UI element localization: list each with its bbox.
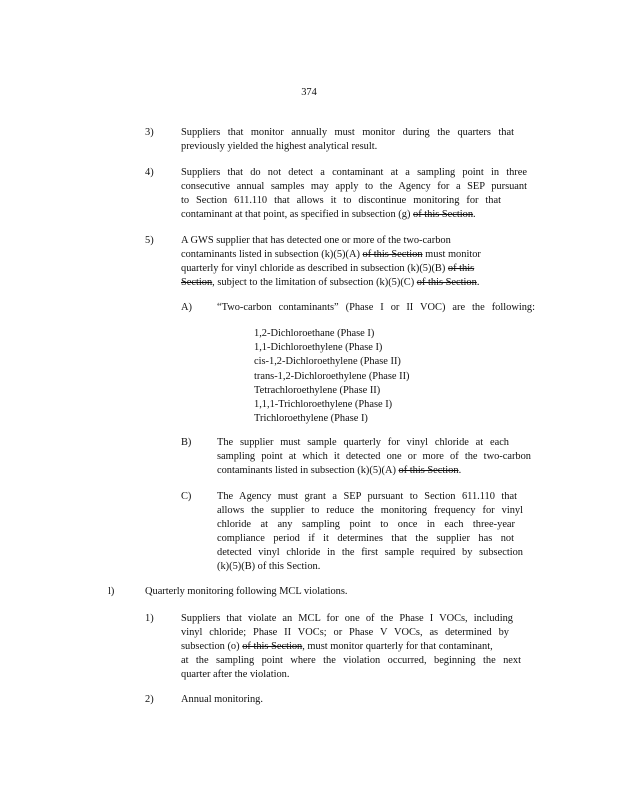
page-number: 374 bbox=[301, 87, 317, 98]
item-5-line-3-text: quarterly for vinyl chloride as described in subsection (k)(5)(B) bbox=[181, 263, 446, 274]
item-5-line-2-end: must monitor bbox=[425, 249, 481, 260]
item-5-line-4-text: , subject to the limitation of subsection (k)(5)(C) bbox=[212, 277, 415, 288]
list-item: Trichloroethylene (Phase I) bbox=[254, 413, 368, 425]
item-l1-line-1: Suppliers that violate an MCL for one of the Phase I VOCs, including bbox=[181, 613, 513, 624]
list-item: cis-1,2-Dichloroethylene (Phase II) bbox=[254, 356, 401, 368]
list-item: 1,1-Dichloroethylene (Phase I) bbox=[254, 342, 383, 354]
item-B-label: B) bbox=[181, 437, 192, 448]
item-5-text bbox=[181, 234, 533, 290]
item-B-line-1: The supplier must sample quarterly for vinyl chloride at each bbox=[217, 437, 509, 448]
item-5-line-4-end: . bbox=[476, 277, 480, 288]
item-5-label: 5) bbox=[145, 235, 154, 246]
item-l1-text bbox=[181, 612, 533, 682]
item-l2-text bbox=[181, 693, 381, 707]
item-C-line-3: chloride at any sampling point to once in each three-year bbox=[217, 519, 515, 530]
item-4-line-1: Suppliers that do not detect a contaminant at a sampling point in three bbox=[181, 167, 527, 178]
item-4-line-4-text: contaminant at that point, as specified in subsection (g) bbox=[181, 209, 411, 220]
item-l2-line-1: Annual monitoring. bbox=[181, 694, 263, 705]
item-3-label: 3) bbox=[145, 127, 154, 138]
item-C-line-5: detected vinyl chloride in the first sample required by subsection bbox=[217, 547, 523, 558]
item-3-line-2: previously yielded the highest analytical result. bbox=[181, 141, 378, 152]
item-3-line-1: Suppliers that monitor annually must monitor during the quarters that bbox=[181, 127, 514, 138]
item-4-line-4-end: . bbox=[473, 209, 476, 220]
item-B-line-3-text: contaminants listed in subsection (k)(5)(A) bbox=[217, 465, 396, 476]
item-4-line-4 bbox=[181, 208, 527, 222]
item-5-line-1: A GWS supplier that has detected one or more of the two-carbon bbox=[181, 235, 451, 246]
item-C-line-1: The Agency must grant a SEP pursuant to Section 611.110 that bbox=[217, 491, 517, 502]
item-l1-line-2: vinyl chloride; Phase II VOCs; or Phase V VOCs, as determined by bbox=[181, 627, 509, 638]
item-B-line-3-end: . bbox=[458, 465, 462, 476]
item-A-line-1: “Two-carbon contaminants” (Phase I or II VOC) are the following: bbox=[217, 302, 535, 313]
item-3-text bbox=[181, 126, 514, 154]
struck-text: of this Section bbox=[413, 209, 474, 220]
struck-text: of this bbox=[447, 263, 475, 274]
item-5-line-3 bbox=[181, 262, 533, 276]
item-l-line-1: Quarterly monitoring following MCL violations. bbox=[145, 586, 348, 597]
list-item: 1,2-Dichloroethane (Phase I) bbox=[254, 328, 375, 339]
item-l-text bbox=[145, 585, 385, 599]
item-C-line-2: allows the supplier to reduce the monitoring frequency for vinyl bbox=[217, 505, 523, 516]
item-C-line-4: compliance period if it determines that the supplier has not bbox=[217, 533, 514, 544]
item-5-line-2-text: contaminants listed in subsection (k)(5)(A) bbox=[181, 249, 360, 260]
item-l-label: l) bbox=[108, 586, 115, 597]
item-A-label: A) bbox=[181, 302, 192, 313]
item-5-line-4 bbox=[181, 276, 533, 290]
item-l2-label: 2) bbox=[145, 694, 154, 705]
item-A-text bbox=[217, 301, 535, 315]
item-4-label: 4) bbox=[145, 167, 154, 178]
item-B-line-3 bbox=[217, 464, 531, 478]
struck-text: Section bbox=[181, 277, 213, 288]
item-l1-line-4: at the sampling point where the violation occurred, beginning the next bbox=[181, 655, 521, 666]
item-5-line-2 bbox=[181, 248, 533, 262]
struck-text: of this Section bbox=[416, 277, 477, 288]
two-carbon-contaminant-list bbox=[254, 327, 410, 426]
item-C-line-6: (k)(5)(B) of this Section. bbox=[217, 561, 321, 572]
item-B-text bbox=[217, 436, 531, 478]
struck-text: of this Section bbox=[398, 465, 459, 476]
list-item: 1,1,1-Trichloroethylene (Phase I) bbox=[254, 398, 393, 410]
item-l1-line-3 bbox=[181, 640, 533, 654]
list-item: Tetrachloroethylene (Phase II) bbox=[254, 384, 381, 396]
item-l1-line-3-text: subsection (o) bbox=[181, 641, 240, 652]
item-C-label: C) bbox=[181, 491, 192, 502]
item-l1-line-5: quarter after the violation. bbox=[181, 669, 290, 680]
item-l1-label: 1) bbox=[145, 613, 154, 624]
item-B-line-2: sampling point at which it detected one or more of the two-carbon bbox=[217, 451, 531, 462]
item-4-line-2: consecutive annual samples may apply to the Agency for a SEP pursuant bbox=[181, 181, 527, 192]
item-C-text bbox=[217, 490, 523, 574]
struck-text: of this Section bbox=[362, 249, 423, 260]
list-item: trans-1,2-Dichloroethylene (Phase II) bbox=[254, 370, 410, 382]
struck-text: of this Section bbox=[242, 641, 303, 652]
item-4-text bbox=[181, 166, 527, 222]
item-4-line-3: to Section 611.110 that allows it to discontinue monitoring for that bbox=[181, 195, 501, 206]
item-l1-line-3-end: , must monitor quarterly for that contaminant, bbox=[302, 641, 493, 652]
